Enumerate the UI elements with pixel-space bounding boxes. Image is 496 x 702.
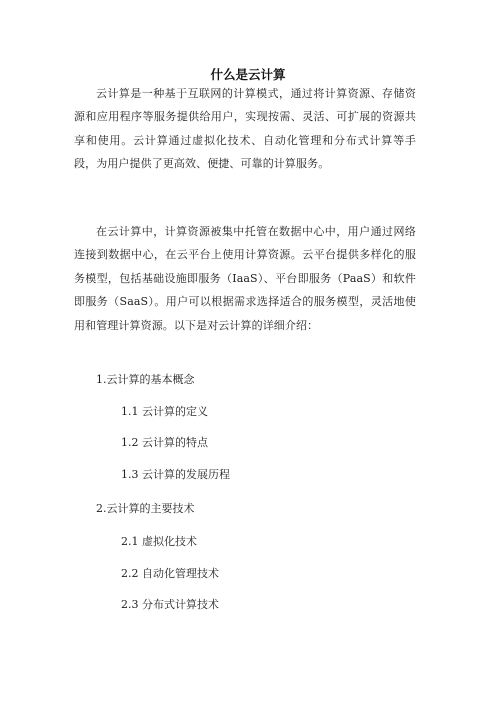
outline-section-2: 2.云计算的主要技术: [96, 502, 195, 515]
outline-section-1: 1.云计算的基本概念: [96, 373, 195, 386]
document-title: 什么是云计算: [210, 67, 286, 82]
outline-item-2-2: 2.2 自动化管理技术: [121, 567, 219, 580]
paragraph-intro: 云计算是一种基于互联网的计算模式，通过将计算资源、存储资源和应用程序等服务提供给用户，实现按需、灵活、可扩展的资源共享和使用。云计算通过虚拟化技术、自动化管理和分布式计算等手段，为用户提供了更高效、便捷、可靠的计算服务。: [74, 87, 416, 171]
outline-item-1-3: 1.3 云计算的发展历程: [121, 468, 230, 481]
outline-item-1-2: 1.2 云计算的特点: [121, 436, 208, 449]
outline-item-2-3: 2.3 分布式计算技术: [121, 598, 219, 611]
outline-item-1-1: 1.1 云计算的定义: [121, 405, 208, 418]
outline-item-2-1: 2.1 虚拟化技术: [121, 535, 197, 548]
paragraph-cloud-platform: 在云计算中，计算资源被集中托管在数据中心中，用户通过网络连接到数据中心，在云平台上使用计算资源。云平台提供多样化的服务模型，包括基础设施即服务（IaaS）、平台即服务（PaaS）和软件即服务（SaaS）。用户可以根据需求选择适合的服务模型，灵活地使用和管理计算资源。以下是对云计算的详细介绍：: [74, 225, 416, 332]
